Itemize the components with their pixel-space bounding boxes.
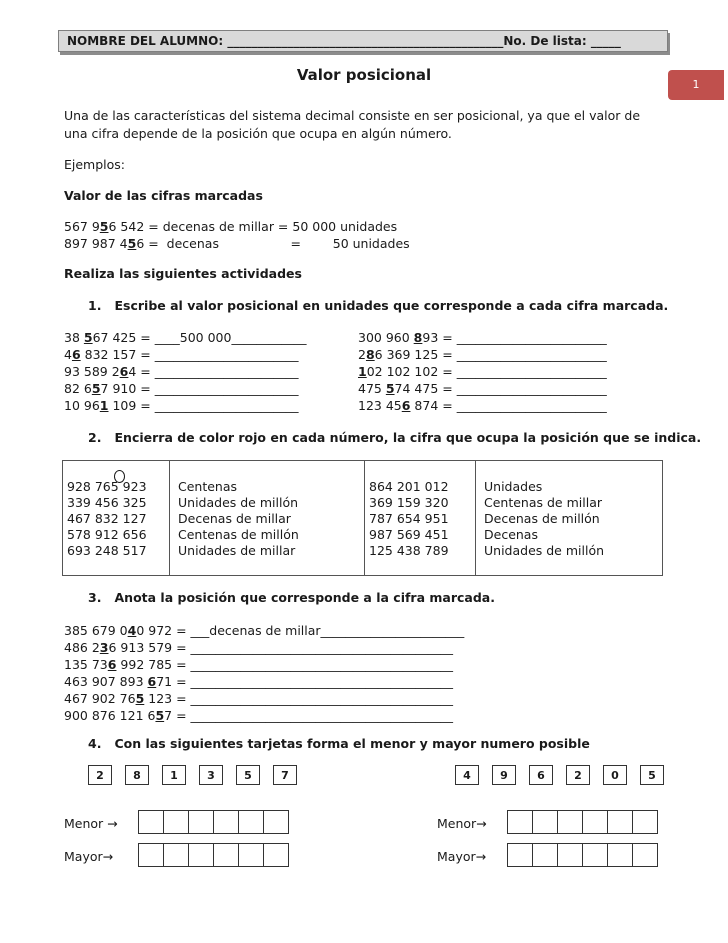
number-post: 874 = <box>410 398 457 413</box>
example-2-post: 6 = decenas = 50 unidades <box>136 236 410 251</box>
number-card[interactable]: 1 <box>162 765 186 785</box>
marked-values-label: Valor de las cifras marcadas <box>64 188 263 203</box>
marked-digit: 6 <box>71 347 81 362</box>
answer-blank[interactable]: ________________________ <box>456 364 607 379</box>
right-positions-cell <box>476 461 663 576</box>
number-card[interactable]: 5 <box>236 765 260 785</box>
number-pre: 385 679 0 <box>64 623 128 638</box>
exercise-1-right-row <box>358 330 607 345</box>
marked-digit: 1 <box>99 398 109 413</box>
number-post: 4 = <box>128 364 155 379</box>
marked-digit: 8 <box>413 330 423 345</box>
example-2-marked-digit: 5 <box>127 236 137 251</box>
number-card[interactable]: 9 <box>492 765 516 785</box>
answer-blank[interactable]: ____500 000____________ <box>154 330 307 345</box>
example-1 <box>64 219 397 234</box>
number-pre: 93 589 2 <box>64 364 120 379</box>
section-2-heading: 2. Encierra de color rojo en cada número, la cifra que ocupa la posición que se indica. <box>88 430 702 445</box>
number-post: 6 369 125 = <box>374 347 457 362</box>
answer-blank[interactable]: _______________________ <box>154 398 299 413</box>
table-number[interactable]: 864 201 012 <box>369 479 449 494</box>
exercise-1-left-row <box>64 381 299 396</box>
table-number[interactable]: 369 159 320 <box>369 495 449 510</box>
exercise-1-left-row <box>64 364 299 379</box>
marked-digit: 5 <box>385 381 395 396</box>
number-pre: 463 907 893 <box>64 674 148 689</box>
mayor-label-right: Mayor→ <box>437 849 487 864</box>
answer-blank[interactable]: _______________________ <box>154 381 299 396</box>
answer-blank[interactable]: _______________________ <box>154 347 299 362</box>
table-position[interactable]: Centenas de millón <box>178 527 299 542</box>
answer-blank[interactable]: __________________________________________ <box>190 708 454 723</box>
marked-digit: 5 <box>91 381 101 396</box>
table-number[interactable]: 339 456 325 <box>67 495 147 510</box>
number-post: 992 785 = <box>116 657 191 672</box>
number-pre: 475 <box>358 381 386 396</box>
mayor-answer-boxes-left[interactable] <box>138 843 288 867</box>
example-2 <box>64 236 410 251</box>
exercise-3-row <box>64 708 453 723</box>
number-card[interactable]: 2 <box>566 765 590 785</box>
number-pre: 900 876 121 6 <box>64 708 156 723</box>
marked-digit: 6 <box>119 364 129 379</box>
exercise-1-left-row <box>64 398 299 413</box>
menor-label-right: Menor→ <box>437 816 487 831</box>
exercise-3-row <box>64 640 453 655</box>
marked-digit: 6 <box>147 674 157 689</box>
circled-digit-mark <box>114 470 125 483</box>
number-pre: 10 96 <box>64 398 100 413</box>
number-card[interactable]: 2 <box>88 765 112 785</box>
left-positions-cell <box>170 461 365 576</box>
table-position[interactable]: Unidades de millar <box>178 543 296 558</box>
example-1-marked-digit: 5 <box>99 219 109 234</box>
answer-blank[interactable]: ________________________ <box>456 398 607 413</box>
number-pre: 2 <box>358 347 366 362</box>
menor-answer-boxes-right[interactable] <box>507 810 657 834</box>
marked-digit: 5 <box>155 708 165 723</box>
number-card[interactable]: 0 <box>603 765 627 785</box>
mayor-answer-boxes-right[interactable] <box>507 843 657 867</box>
menor-label-left: Menor → <box>64 816 118 831</box>
list-number-label: No. De lista: _____ <box>503 34 621 48</box>
position-table <box>62 460 663 576</box>
number-pre: 82 6 <box>64 381 92 396</box>
table-number[interactable]: 787 654 951 <box>369 511 449 526</box>
exercise-3-row <box>64 623 464 638</box>
number-card[interactable]: 8 <box>125 765 149 785</box>
activities-label: Realiza las siguientes actividades <box>64 266 302 281</box>
table-number[interactable]: 578 912 656 <box>67 527 147 542</box>
exercise-1-left-row <box>64 347 299 362</box>
section-3-heading: 3. Anota la posición que corresponde a la cifra marcada. <box>88 590 495 605</box>
page-number-tab: 1 <box>668 70 724 100</box>
number-pre: 467 902 76 <box>64 691 136 706</box>
examples-label: Ejemplos: <box>64 157 126 172</box>
table-number[interactable]: 125 438 789 <box>369 543 449 558</box>
exercise-1-right-row <box>358 398 607 413</box>
number-post: 832 157 = <box>80 347 155 362</box>
number-pre: 300 960 <box>358 330 414 345</box>
exercise-1-right-row <box>358 364 607 379</box>
exercise-1-right-row <box>358 381 607 396</box>
exercise-3-row <box>64 657 453 672</box>
table-number[interactable]: 928 765 923 <box>67 479 147 494</box>
number-post: 7 910 = <box>100 381 155 396</box>
number-pre: 123 45 <box>358 398 402 413</box>
answer-blank[interactable]: _______________________ <box>154 364 299 379</box>
answer-blank[interactable]: ________________________ <box>456 330 607 345</box>
answer-blank[interactable]: __________________________________________ <box>190 657 454 672</box>
table-number[interactable]: 693 248 517 <box>67 543 147 558</box>
number-pre: 486 2 <box>64 640 100 655</box>
menor-answer-boxes-left[interactable] <box>138 810 288 834</box>
number-post: 74 475 = <box>394 381 457 396</box>
marked-digit: 4 <box>127 623 137 638</box>
exercise-3-row <box>64 674 453 689</box>
number-card[interactable]: 5 <box>640 765 664 785</box>
section-4-heading: 4. Con las siguientes tarjetas forma el menor y mayor numero posible <box>88 736 590 751</box>
example-2-pre: 897 987 4 <box>64 236 128 251</box>
number-pre: 135 73 <box>64 657 108 672</box>
table-position[interactable]: Unidades <box>484 479 543 494</box>
answer-blank[interactable]: __________________________________________ <box>190 691 454 706</box>
answer-blank[interactable]: ________________________ <box>456 347 607 362</box>
number-post: 123 = <box>144 691 191 706</box>
marked-digit: 6 <box>401 398 411 413</box>
answer-blank[interactable]: ________________________ <box>456 381 607 396</box>
page-title: Valor posicional <box>296 66 432 84</box>
exercise-1-left-row <box>64 330 306 345</box>
marked-digit: 6 <box>107 657 117 672</box>
answer-blank[interactable]: __________________________________________ <box>190 640 454 655</box>
number-post: 71 = <box>156 674 191 689</box>
marked-digit: 5 <box>135 691 145 706</box>
number-card[interactable]: 4 <box>455 765 479 785</box>
number-post: 67 425 = <box>92 330 155 345</box>
number-pre: 4 <box>64 347 72 362</box>
number-card[interactable]: 7 <box>273 765 297 785</box>
number-card[interactable]: 6 <box>529 765 553 785</box>
marked-digit: 5 <box>83 330 93 345</box>
table-number[interactable]: 987 569 451 <box>369 527 449 542</box>
marked-digit: 3 <box>99 640 109 655</box>
marked-digit: 1 <box>358 364 367 379</box>
table-number[interactable]: 467 832 127 <box>67 511 147 526</box>
number-post: 109 = <box>108 398 155 413</box>
table-position[interactable]: Unidades de millón <box>178 495 299 510</box>
example-1-pre: 567 9 <box>64 219 100 234</box>
example-1-post: 6 542 = decenas de millar = 50 000 unidades <box>108 219 398 234</box>
marked-digit: 8 <box>365 347 375 362</box>
table-position[interactable]: Centenas <box>178 479 238 494</box>
right-numbers-cell <box>365 461 476 576</box>
number-post: 6 913 579 = <box>108 640 191 655</box>
number-post: 0 972 = <box>136 623 191 638</box>
answer-blank[interactable]: ___decenas de millar_______________________ <box>190 623 465 638</box>
table-position[interactable]: Decenas de millar <box>178 511 291 526</box>
intro-line-1: Una de las características del sistema decimal consiste en ser posicional, ya que el valor de <box>64 108 641 123</box>
exercise-1-right-row <box>358 347 607 362</box>
student-info-bar <box>58 30 668 52</box>
table-position[interactable]: Decenas <box>484 527 538 542</box>
student-name-label: NOMBRE DEL ALUMNO: ______________________________________________ <box>67 34 504 48</box>
answer-blank[interactable]: __________________________________________ <box>190 674 454 689</box>
number-post: 93 = <box>422 330 457 345</box>
table-position[interactable]: Unidades de millón <box>484 543 605 558</box>
table-position[interactable]: Centenas de millar <box>484 495 602 510</box>
number-post: 02 102 102 = <box>366 364 457 379</box>
table-position[interactable]: Decenas de millón <box>484 511 600 526</box>
exercise-3-row <box>64 691 453 706</box>
intro-line-2: una cifra depende de la posición que ocupa en algún número. <box>64 126 452 141</box>
number-post: 7 = <box>164 708 191 723</box>
number-pre: 38 <box>64 330 84 345</box>
mayor-label-left: Mayor→ <box>64 849 114 864</box>
number-card[interactable]: 3 <box>199 765 223 785</box>
section-1-heading: 1. Escribe al valor posicional en unidades que corresponde a cada cifra marcada. <box>88 298 669 313</box>
